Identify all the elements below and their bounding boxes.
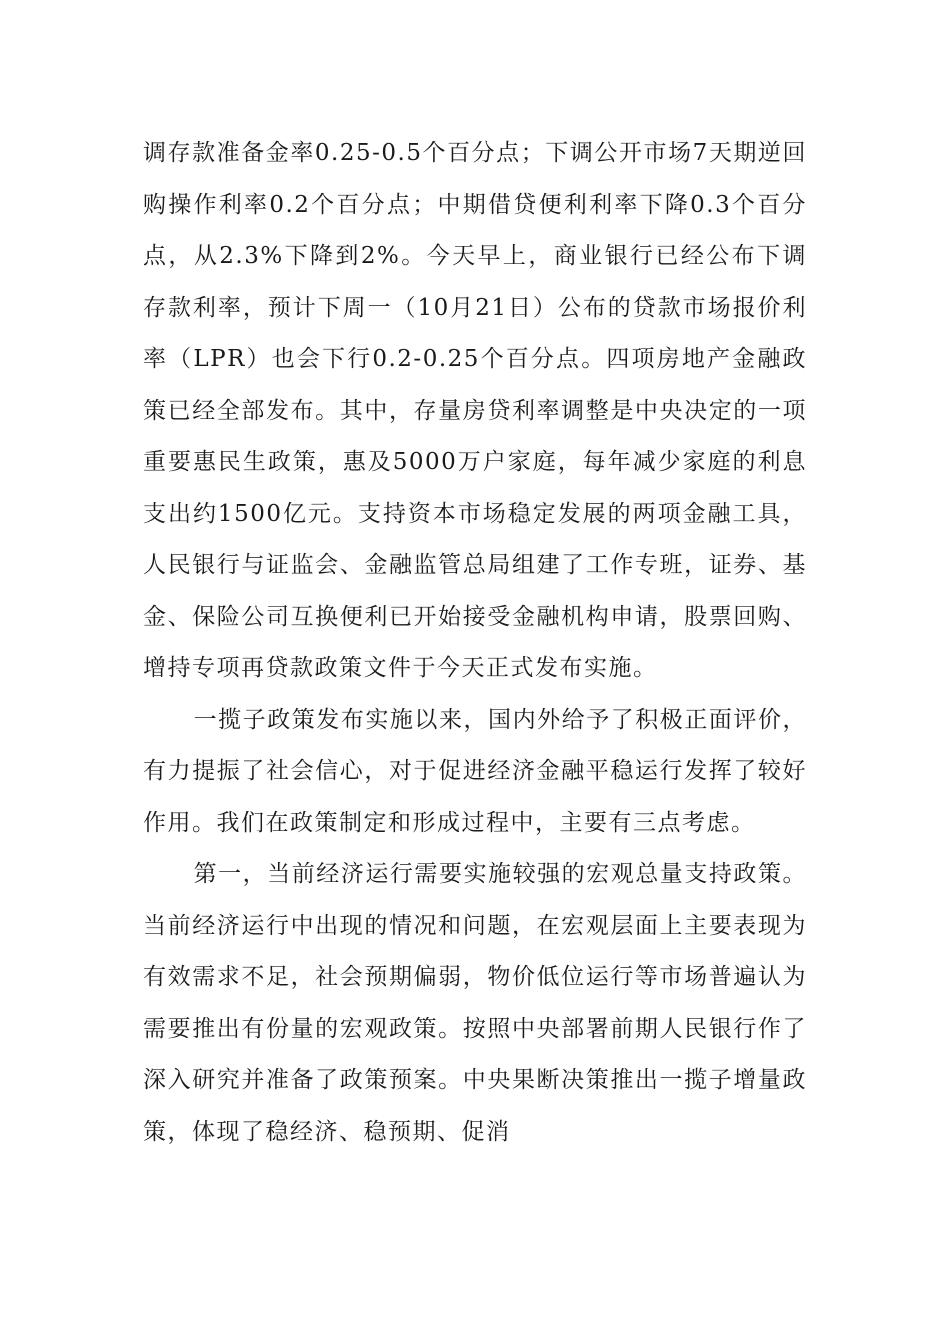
document-page <box>143 128 807 1158</box>
paragraph-1: 调存款准备金率0.25-0.5个百分点；下调公开市场7天期逆回购操作利率0.2个百分点；中期借贷便利利率下降0.3个百分点，从2.3%下降到2%。今天早上，商业银行已经公布下调存款利率，预计下周一（10月21日）公布的贷款市场报价利率（LPR）也会下行0.2-0.25个百分点。四项房地产金融政策已经全部发布。其中，存量房贷利率调整是中央决定的一项重要惠民生政策，惠及5000万户家庭，每年减少家庭的利息支出约1500亿元。支持资本市场稳定发展的两项金融工具，人民银行与证监会、金融监管总局组建了工作专班，证券、基金、保险公司互换便利已开始接受金融机构申请，股票回购、增持专项再贷款政策文件于今天正式发布实施。 <box>143 140 807 681</box>
paragraph-3: 第一，当前经济运行需要实施较强的宏观总量支持政策。当前经济运行中出现的情况和问题，在宏观层面上主要表现为有效需求不足，社会预期偏弱，物价低位运行等市场普遍认为需要推出有份量的宏观政策。按照中央部署前期人民银行作了深入研究并准备了政策预案。中央果断决策推出一揽子增量政策，体现了稳经济、稳预期、促消 <box>143 861 807 1145</box>
paragraph-2: 一揽子政策发布实施以来，国内外给予了积极正面评价，有力提振了社会信心，对于促进经济金融平稳运行发挥了较好作用。我们在政策制定和形成过程中，主要有三点考虑。 <box>143 706 807 836</box>
